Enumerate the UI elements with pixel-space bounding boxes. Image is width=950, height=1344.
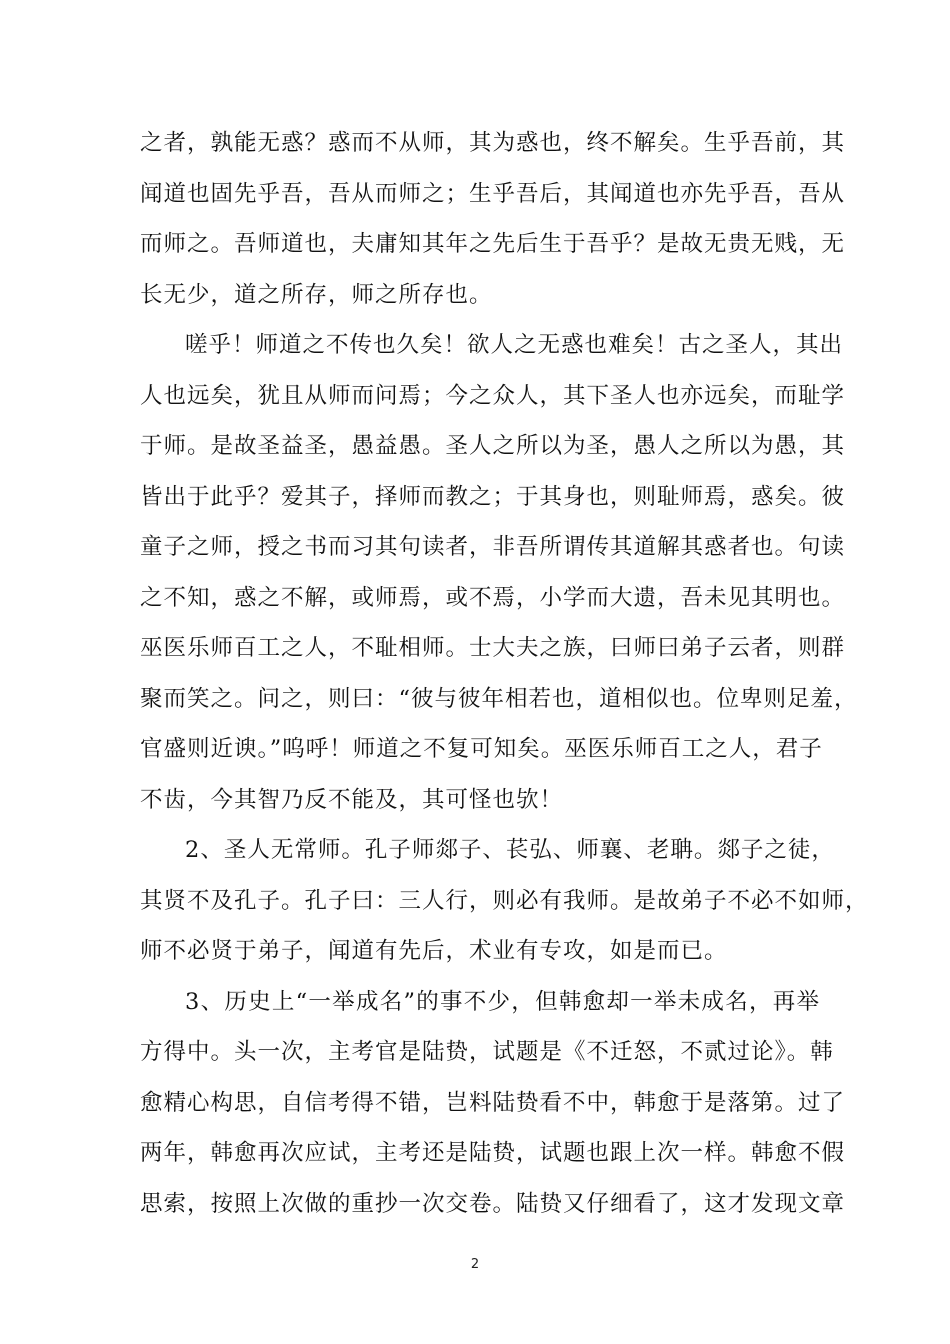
text-line: 而师之。吾师道也，夫庸知其年之先后生于吾乎？是故无贵无贱，无: [140, 231, 846, 257]
text-line: 思索，按照上次做的重抄一次交卷。陆贽又仔细看了，这才发现文章: [140, 1190, 846, 1217]
text-line: 其贤不及孔子。孔子曰：三人行，则必有我师。是故弟子不必不如师，: [140, 887, 869, 914]
text-line: 愈精心构思，自信考得不错，岂料陆贽看不中，韩愈于是落第。过了: [140, 1089, 846, 1116]
text-line: 之者，孰能无惑？惑而不从师，其为惑也，终不解矣。生乎吾前，其: [140, 130, 846, 156]
text-line: 闻道也固先乎吾，吾从而师之；生乎吾后，其闻道也亦先乎吾，吾从: [140, 180, 846, 207]
text-line: 方得中。头一次，主考官是陆贽，试题是《不迁怒，不贰过论》。韩: [140, 1039, 834, 1065]
text-line: 长无少，道之所存，师之所存也。: [140, 281, 493, 308]
text-line: 皆出于此乎？爱其子，择师而教之；于其身也，则耻师焉，惑矣。彼: [140, 483, 846, 510]
text-line: 之不知，惑之不解，或师焉，或不焉，小学而大遗，吾未见其明也。: [140, 584, 846, 611]
text-line: 不齿，今其智乃反不能及，其可怪也欤！: [140, 786, 564, 813]
paragraph-start-line: 嗟乎！师道之不传也久矣！欲人之无惑也难矣！古之圣人，其出: [185, 332, 844, 358]
text-line: 童子之师，授之书而习其句读者，非吾所谓传其道解其惑者也。句读: [140, 534, 846, 560]
paragraph-start-line: 3、历史上“一举成名”的事不少，但韩愈却一举未成名，再举: [185, 988, 820, 1015]
text-line: 于师。是故圣益圣，愚益愚。圣人之所以为圣，愚人之所以为愚，其: [140, 433, 846, 459]
text-line: 聚而笑之。问之，则曰：“彼与彼年相若也，道相似也。位卑则足羞，: [140, 685, 858, 712]
paragraph-start-line: 2、圣人无常师。孔子师郯子、苌弘、师襄、老聃。郯子之徒，: [185, 837, 835, 863]
text-line: 官盛则近谀。”呜呼！师道之不复可知矣。巫医乐师百工之人，君子: [140, 736, 823, 762]
text-line: 人也远矣，犹且从师而问焉；今之众人，其下圣人也亦远矣，而耻学: [140, 382, 846, 409]
text-line: 师不必贤于弟子，闻道有先后，术业有专攻，如是而已。: [140, 938, 728, 964]
page-number: 2: [470, 1257, 480, 1272]
text-line: 两年，韩愈再次应试，主考还是陆贽，试题也跟上次一样。韩愈不假: [140, 1140, 846, 1166]
document-body: [140, 118, 869, 1229]
text-line: 巫医乐师百工之人，不耻相师。士大夫之族，曰师曰弟子云者，则群: [140, 635, 846, 661]
